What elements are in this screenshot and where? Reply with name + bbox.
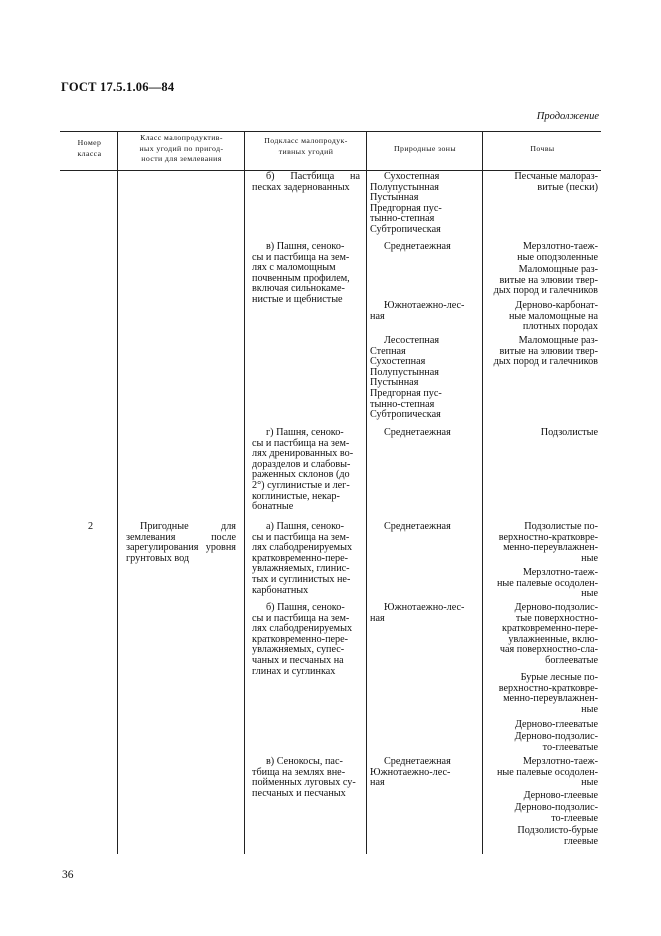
soils-cell: Маломощные раз- витые на элювии твер- дых пород и галечников bbox=[493, 264, 598, 297]
column-header-number: Номер класса bbox=[77, 138, 102, 158]
zones-cell: Среднетаежная bbox=[384, 427, 451, 438]
zones-cell: Южнотаежно-лес- ная bbox=[370, 602, 465, 624]
column-header-class: Класс малопродуктив- ных угодий по пригод- ности для землевания bbox=[139, 133, 224, 163]
soils-cell: Мерзлотно-таеж- ные оподзоленные bbox=[517, 241, 598, 263]
column-header-subclass: Подкласс малопродук- тивных угодий bbox=[264, 136, 348, 156]
subclass-cell: б) Пашня, сеноко- сы и пастбища на зем- лях слабодренируемых кратковременно-пере- увлажняемых, супес- чаных и песчаных на глинах и суглинках bbox=[252, 602, 353, 677]
column-divider bbox=[482, 131, 483, 854]
soils-cell: Дерново-глееватые bbox=[514, 719, 598, 730]
soils-cell: Дерново-карбонат- ные маломощные на плотных породах bbox=[508, 300, 598, 333]
subclass-cell: в) Сенокосы, пас- тбища на землях вне- пойменных луговых су- песчаных и песчаных bbox=[252, 756, 356, 799]
zones-cell: Среднетаежная bbox=[384, 521, 451, 532]
subclass-cell: а) Пашня, сеноко- сы и пастбища на зем- лях слабодренируемых кратковременно-пере- увлажняемых, глинис- тых и суглинистых не- карбонатных bbox=[252, 521, 353, 596]
column-divider bbox=[366, 131, 367, 854]
subclass-cell: в) Пашня, сеноко- сы и пастбища на зем- лях с маломощным почвенным профилем, включая сильнокаме- нистые и щебнистые bbox=[252, 241, 350, 305]
zones-cell: Среднетаежная bbox=[384, 241, 451, 252]
class-number: 2 bbox=[88, 521, 94, 532]
zones-cell: Среднетаежная Южнотаежно-лес- ная bbox=[370, 756, 451, 789]
class-name: Пригодные для землевания после зарегулирования уровня грунтовых вод bbox=[126, 521, 236, 564]
column-header-zones: Природные зоны bbox=[393, 144, 456, 153]
soils-cell: Подзолисто-бурые глеевые bbox=[517, 825, 598, 847]
soils-cell: Подзолистые по- верхностно-кратковре- менно-переувлажнен- ные bbox=[498, 521, 598, 564]
page-number: 36 bbox=[62, 869, 74, 881]
soils-cell: Дерново-подзолис- тые поверхностно- кратковременно-пере- увлажненные, вклю- чая поверхностно-сла- боглеeватые bbox=[499, 602, 598, 666]
soils-cell: Мерзлотно-таеж- ные палевые осодолен- ные bbox=[496, 567, 598, 600]
continuation-label: Продолжение bbox=[536, 111, 599, 122]
zones-cell: Сухостепная Полупустынная Пустынная Предгорная пус- тынно-степная Субтропическая bbox=[370, 171, 442, 235]
soils-cell: Маломощные раз- витые на элювии твер- дых пород и галечников bbox=[493, 335, 598, 368]
column-divider bbox=[117, 131, 118, 854]
subclass-cell: б) Пастбища на песках задернованных bbox=[252, 171, 360, 193]
soils-cell: Дерново-подзолис- то-глеевые bbox=[514, 802, 598, 824]
soils-cell: Подзолистые bbox=[540, 427, 598, 438]
column-header-soils: Почвы bbox=[530, 144, 555, 153]
soils-cell: Песчаные малораз- витые (пески) bbox=[514, 171, 598, 193]
table-top-rule bbox=[60, 131, 601, 132]
soils-cell: Дерново-глеевые bbox=[523, 790, 598, 801]
soils-cell: Дерново-подзолис- то-глееватые bbox=[514, 731, 598, 753]
zones-cell: Лесостепная Степная Сухостепная Полупустынная Пустынная Предгорная пус- тынно-степная Субтропическая bbox=[370, 335, 442, 421]
zones-cell: Южнотаежно-лес- ная bbox=[370, 300, 465, 322]
subclass-cell: г) Пашня, сеноко- сы и пастбища на зем- лях дренированных во- доразделов и слабовы- раженных склонов (до 2°) суглинистые и лег- коглинистые, некар- бонатные bbox=[252, 427, 354, 513]
soils-cell: Мерзлотно-таеж- ные палевые осодолен- ные bbox=[496, 756, 598, 789]
column-divider bbox=[244, 131, 245, 854]
soils-cell: Бурые лесные по- верхностно-кратковре- менно-переувлажнен- ные bbox=[498, 672, 598, 715]
document-header: ГОСТ 17.5.1.06—84 bbox=[61, 80, 175, 94]
